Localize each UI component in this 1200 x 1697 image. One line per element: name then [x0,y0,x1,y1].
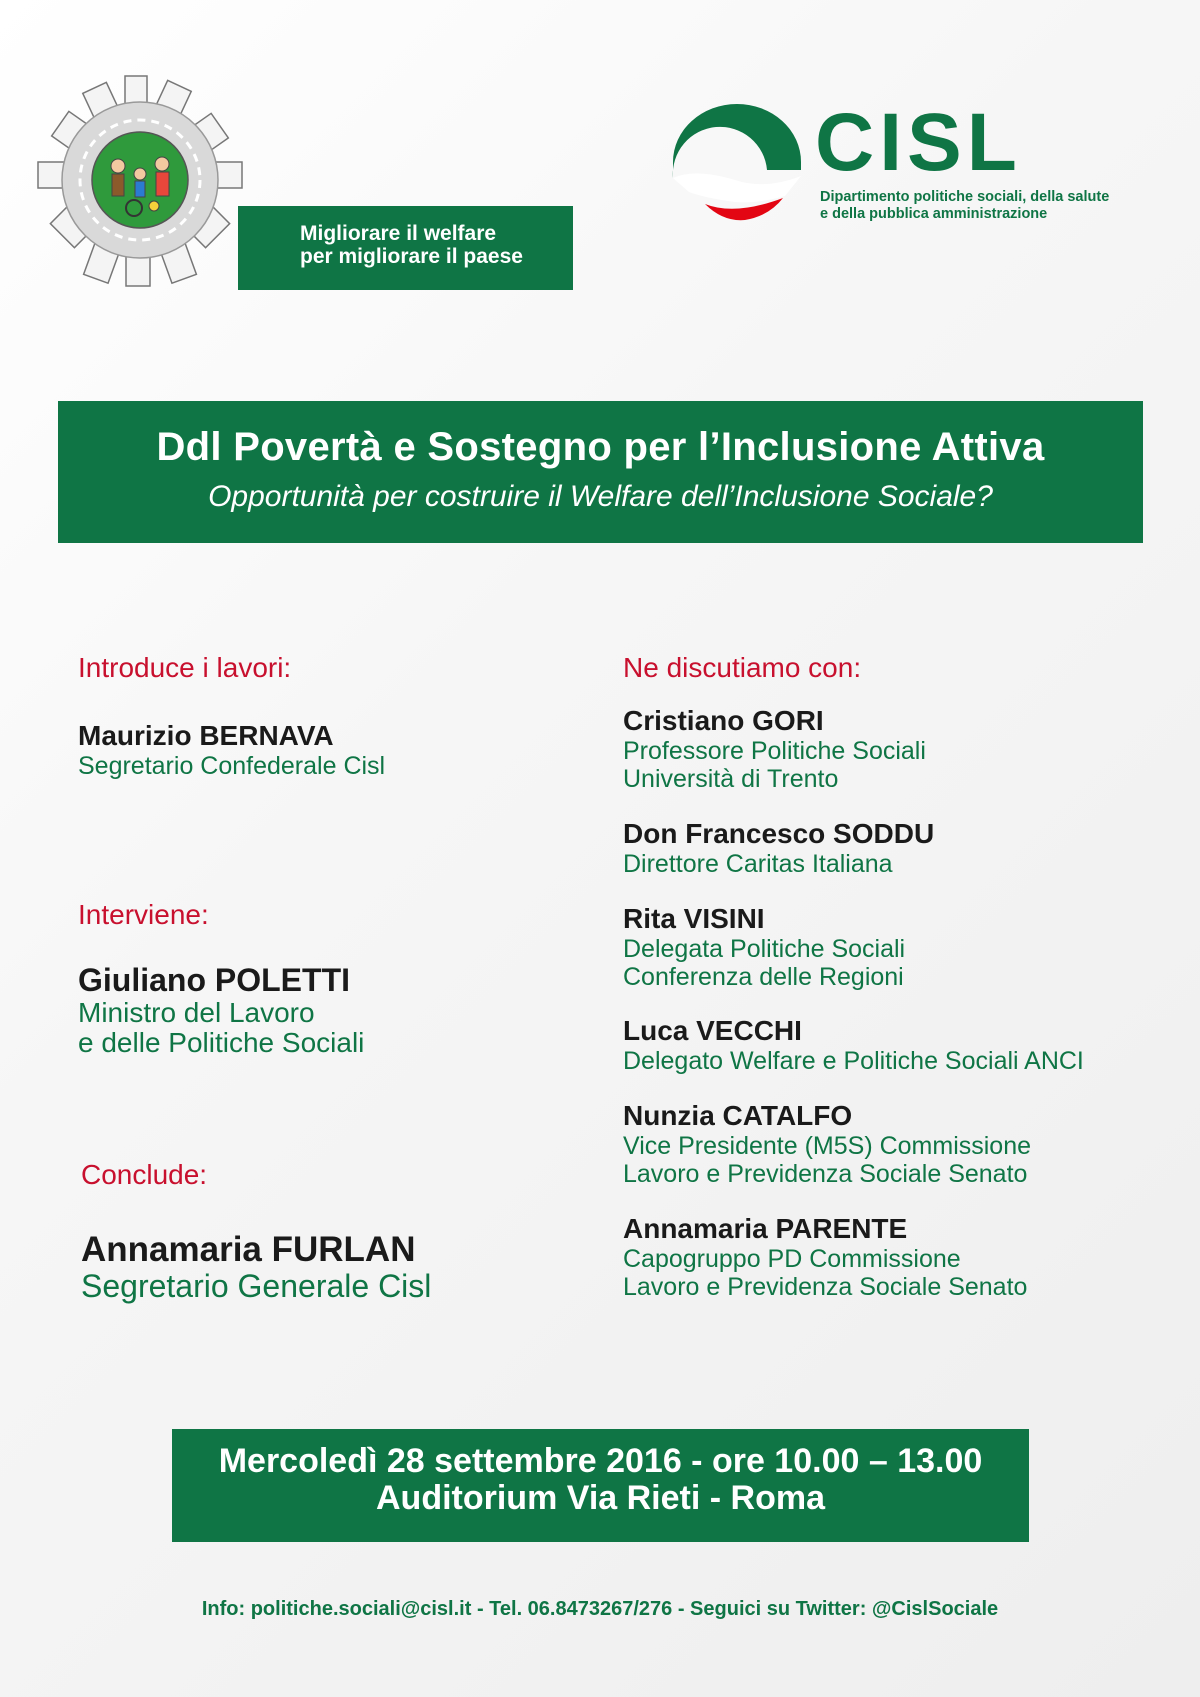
cisl-department [820,189,1109,223]
welfare-banner-line1: Migliorare il welfare [300,222,497,245]
intro-label: Introduce i lavori: [78,652,292,683]
cisl-dept-line2: e della pubblica amministrazione [820,206,1048,222]
conclude-speaker-role: Segretario Generale Cisl [81,1268,432,1304]
contact-info: Info: politiche.sociali@cisl.it - Tel. 06.8473267/276 - Seguici su Twitter: @CislSociale [201,1598,999,1620]
speaker-visini [623,903,905,991]
speaker-name: Don Francesco SODDU [623,818,935,849]
conclude-speaker-name: Annamaria FURLAN [81,1230,416,1269]
conclude-label: Concludе: [81,1159,208,1190]
intervene-role-line2: e delle Politiche Sociali [78,1027,365,1058]
event-venue: Auditorium Via Rieti - Roma [376,1479,825,1517]
cisl-emblem [665,92,805,232]
speaker-parente [623,1213,1027,1301]
speaker-role-line2: Lavoro e Previdenza Sociale Senato [623,1160,1028,1188]
speaker-role-line2: Università di Trento [623,765,839,793]
speaker-name: Luca VECCHI [623,1015,802,1046]
title-box [58,401,1143,543]
speaker-role-line1: Direttore Caritas Italiana [623,850,893,878]
speaker-name: Annamaria PARENTE [623,1213,908,1244]
intro-speaker-role: Segretario Confederale Cisl [78,752,386,780]
intervene-label: Interviene: [78,899,209,930]
speaker-name: Rita VISINI [623,903,765,934]
intervene-role-line1: Ministro del Lavoro [78,997,315,1028]
speaker-role [623,1245,1027,1301]
speaker-role [623,850,934,878]
page-subtitle: Opportunità per costruire il Welfare dell’Inclusione Sociale? [208,480,993,513]
event-datetime-box [172,1429,1029,1542]
speaker-role-line1: Professore Politiche Sociali [623,737,926,765]
speaker-role-line1: Delegato Welfare e Politiche Sociali ANCI [623,1047,1084,1075]
speaker-role-line2: Conferenza delle Regioni [623,963,904,991]
cisl-wordmark: CISL [815,97,1022,188]
speaker-name: Cristiano GORI [623,705,824,736]
speaker-role [623,1047,1084,1075]
speaker-role-line1: Capogruppo PD Commissione [623,1245,961,1273]
welfare-logo [30,70,550,290]
welfare-banner [238,206,573,290]
cisl-dept-line1: Dipartimento politiche sociali, della salute [820,189,1110,205]
speaker-role-line1: Vice Presidente (M5S) Commissione [623,1132,1032,1160]
intervene-speaker-role [78,998,364,1058]
speaker-soddu [623,818,934,878]
speaker-catalfo [623,1100,1031,1188]
speaker-role-line2: Lavoro e Previdenza Sociale Senato [623,1273,1028,1301]
city-circle-illustration [30,70,250,290]
speaker-vecchi [623,1015,1084,1075]
speaker-role [623,935,905,991]
welfare-banner-line2: per migliorare il paese [300,245,523,268]
speaker-role [623,1132,1031,1188]
speaker-name: Nunzia CATALFO [623,1100,853,1131]
intro-speaker-name: Maurizio BERNAVA [78,720,334,751]
page-title: Ddl Povertà e Sostegno per l’Inclusione Attiva [156,425,1045,469]
speaker-gori [623,705,926,793]
discussants-label: Ne discutiamo con: [623,652,862,683]
speaker-role-line1: Delegata Politiche Sociali [623,935,906,963]
intervene-speaker-name: Giuliano POLETTI [78,962,350,998]
speaker-role [623,737,926,793]
event-datetime: Mercoledì 28 settembre 2016 - ore 10.00 – 13.00 [218,1442,983,1480]
